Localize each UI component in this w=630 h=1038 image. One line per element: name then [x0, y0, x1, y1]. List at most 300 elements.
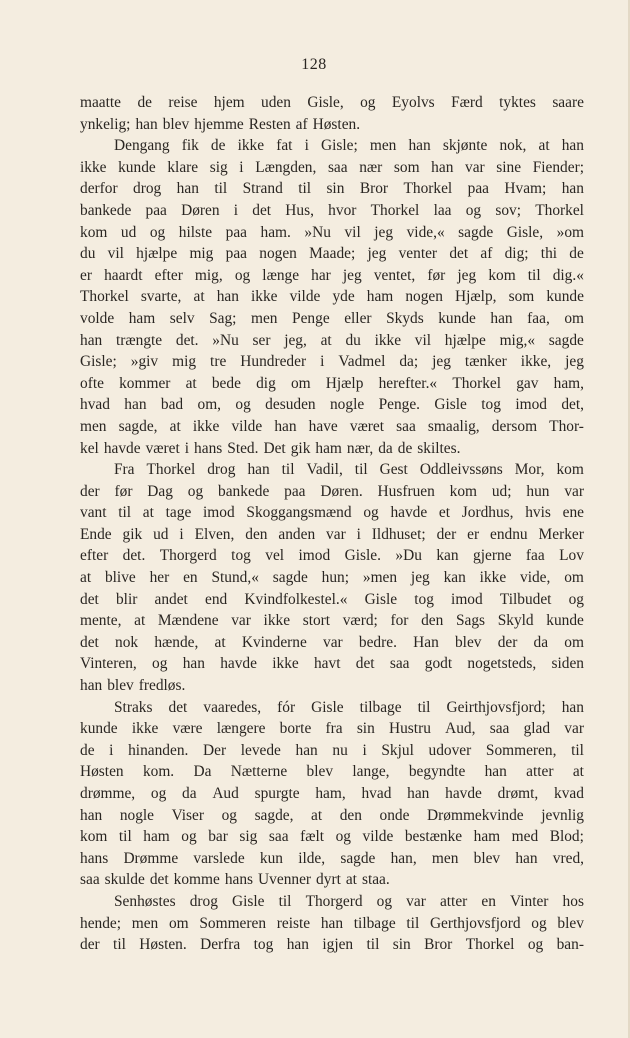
word: »men	[362, 569, 398, 587]
word: der	[80, 482, 100, 500]
word: desuden	[265, 396, 316, 414]
word: være	[172, 720, 203, 738]
word: ventet,	[373, 266, 416, 284]
word: hun;	[321, 569, 350, 587]
word: til	[354, 461, 368, 479]
word: ikke	[251, 288, 278, 306]
word: imod	[451, 590, 483, 608]
word: i	[184, 439, 190, 457]
word: og	[335, 828, 351, 846]
word: Lov	[559, 547, 584, 565]
word: drømme,	[80, 785, 136, 802]
word: paa	[284, 482, 306, 500]
word: er	[467, 525, 480, 543]
word: saa	[396, 417, 416, 435]
word: Fiender;	[532, 158, 584, 176]
word: begyndte	[408, 763, 466, 781]
word: ud;	[491, 482, 512, 500]
word: af	[480, 245, 493, 263]
word: og	[149, 223, 166, 241]
word: dig;	[504, 245, 529, 263]
word: var	[465, 158, 485, 176]
word: ikke,	[520, 353, 552, 371]
word: hende;	[80, 914, 122, 932]
word: Døren.	[320, 482, 363, 500]
text-line	[80, 567, 584, 589]
word: sagde	[340, 849, 376, 867]
word: længe	[262, 266, 300, 284]
word: kom	[80, 223, 108, 241]
word: jeg	[342, 266, 362, 284]
word: hinanden.	[128, 741, 189, 759]
word: som	[393, 158, 420, 176]
text-line	[80, 718, 584, 740]
word: sin	[356, 720, 375, 738]
word: de	[137, 94, 152, 111]
word: kel	[80, 439, 99, 457]
word: i	[109, 741, 114, 759]
word: da;	[399, 353, 419, 371]
word: han	[515, 849, 538, 867]
text-line	[80, 351, 584, 373]
word: Thorgerd	[159, 547, 217, 565]
word: om	[564, 633, 584, 651]
word: saa	[268, 828, 289, 846]
text-line	[80, 826, 584, 848]
word: til	[281, 461, 295, 479]
text-line	[80, 135, 584, 157]
word: Gest	[379, 461, 408, 479]
word: sin	[326, 180, 345, 198]
word: vel	[265, 547, 285, 565]
word: men	[131, 914, 159, 932]
word: til	[406, 914, 420, 932]
word: imod	[298, 547, 331, 565]
word: han	[561, 180, 584, 198]
word: venter	[398, 245, 438, 263]
word: da	[182, 785, 197, 802]
word: Oddleivssøns	[419, 461, 503, 479]
word: Gisle	[232, 892, 265, 910]
word: fredløs.	[138, 677, 186, 695]
word: Jordhus,	[461, 504, 514, 522]
text-line	[80, 891, 584, 913]
word: Gisle;	[80, 353, 117, 371]
word: Skyds	[386, 309, 424, 327]
word: Dengang	[114, 137, 170, 155]
word: sagde,	[118, 417, 158, 435]
word: jeg,	[284, 331, 307, 349]
word: Gisle	[434, 396, 467, 414]
text-line	[80, 286, 584, 308]
word: nok,	[499, 137, 527, 155]
word: endnu	[490, 525, 528, 543]
word: og	[527, 936, 544, 954]
text-line	[80, 481, 584, 503]
word: tog	[231, 547, 251, 565]
word: og	[234, 266, 251, 284]
word: de	[80, 741, 95, 759]
word: han	[431, 158, 454, 176]
word: tog	[253, 936, 274, 954]
word: havde	[390, 504, 428, 522]
word: vilde	[289, 288, 321, 306]
word: bede	[211, 374, 241, 392]
word: blev	[473, 849, 501, 867]
word: du	[345, 331, 361, 349]
word: til	[214, 180, 228, 198]
word: Skoggangsmænd	[246, 504, 352, 522]
word: bad	[160, 396, 184, 414]
word: ham,	[315, 785, 346, 802]
word: den	[339, 806, 362, 824]
word: eller	[344, 309, 372, 327]
word: Thorgerd	[305, 892, 363, 910]
word: vilde	[231, 417, 263, 435]
word: jevnlig	[541, 806, 584, 824]
word: da	[378, 439, 393, 457]
word: til	[118, 504, 132, 522]
word: Høsten.	[139, 936, 187, 954]
word: blev	[107, 677, 134, 695]
word: Hundreder	[240, 353, 307, 371]
word: hjem	[213, 94, 245, 111]
word: bedre.	[358, 633, 397, 651]
word: Skjul	[381, 741, 414, 759]
word: Hjælp,	[455, 288, 497, 306]
word: Kvinderne	[241, 633, 307, 651]
word: at	[134, 612, 146, 630]
word: ikke	[374, 331, 402, 349]
word: borte	[279, 720, 312, 738]
word: vil	[344, 223, 361, 241]
word: dig	[256, 374, 276, 392]
word: om,	[197, 396, 222, 414]
text-line	[80, 459, 584, 481]
word: atter	[526, 763, 554, 781]
word: fra	[325, 720, 343, 738]
word: og	[568, 590, 584, 608]
text-line	[80, 243, 584, 265]
text-line	[80, 675, 584, 697]
word: ban-	[556, 936, 584, 954]
word: onde	[379, 806, 410, 824]
word: da	[533, 633, 549, 651]
word: ikke	[272, 655, 299, 673]
word: var	[406, 892, 426, 910]
text-line	[80, 653, 584, 675]
word: nok	[115, 633, 139, 651]
word: været	[349, 417, 385, 435]
word: Thorkel	[370, 201, 420, 219]
word: og	[221, 806, 237, 824]
word: saa	[489, 720, 510, 738]
text-line	[80, 913, 584, 935]
word: ser	[252, 331, 271, 349]
word: anden	[278, 525, 316, 543]
word: Vadmel	[338, 353, 386, 371]
word: til	[118, 828, 132, 846]
word: nær	[359, 158, 383, 176]
text-line	[80, 308, 584, 330]
word: ham	[128, 309, 156, 327]
word: hvor	[328, 201, 357, 219]
word: ofte	[80, 374, 104, 392]
word: ham.	[260, 223, 291, 241]
word: kunde	[546, 288, 584, 306]
word: ikke	[80, 158, 107, 176]
word: om	[564, 569, 584, 587]
word: gik	[122, 525, 143, 543]
word: vide,	[520, 569, 551, 587]
text-line	[80, 222, 584, 244]
word: igjen	[322, 936, 354, 954]
word: Straks	[114, 698, 153, 716]
text-line	[80, 373, 584, 395]
word: til	[278, 892, 292, 910]
word: og	[152, 655, 168, 673]
word: bar	[208, 828, 228, 846]
word: Bror	[359, 180, 389, 198]
word: fik	[181, 137, 199, 155]
word: var	[564, 720, 584, 738]
word: kan	[436, 547, 459, 565]
word: vide,«	[406, 223, 445, 241]
word: nu	[332, 741, 348, 759]
word: tænker	[464, 353, 507, 371]
text-line	[80, 200, 584, 222]
word: Sommeren,	[485, 741, 557, 759]
word: Længden,	[255, 158, 317, 176]
word: gav	[516, 374, 539, 392]
word: Husfruen	[377, 482, 435, 500]
word: havde	[103, 439, 141, 457]
word: Vadil,	[306, 461, 343, 479]
word: yde	[332, 288, 355, 306]
text-line	[80, 740, 584, 762]
word: bankede	[218, 482, 270, 500]
word: uden	[261, 94, 291, 111]
word: hvis	[525, 504, 551, 522]
word: nogle	[119, 806, 155, 824]
word: faa	[525, 547, 545, 565]
word: til	[417, 698, 431, 716]
word: sagde	[272, 569, 308, 587]
word: ikke	[263, 612, 291, 630]
word: og	[235, 396, 251, 414]
word: ikke	[192, 417, 220, 435]
word: varslede	[193, 849, 245, 867]
word: bankede	[80, 201, 132, 219]
word: om	[564, 309, 584, 327]
word: fór	[277, 698, 296, 716]
word: til	[366, 936, 380, 954]
word: mig	[189, 245, 214, 263]
word: ham	[473, 828, 501, 846]
word: kunde	[438, 309, 476, 327]
word: ham,	[553, 374, 584, 392]
word: Penge.	[378, 396, 421, 414]
word: Hvam;	[504, 180, 547, 198]
word: Uvenner	[258, 871, 312, 889]
word: hænde,	[154, 633, 199, 651]
word: saa	[389, 655, 410, 673]
word: vilde	[362, 828, 394, 846]
word: Drømmekvinde	[427, 806, 524, 824]
word: at	[169, 417, 181, 435]
word: sagde	[548, 331, 584, 349]
word: skiltes.	[417, 439, 461, 457]
word: som	[508, 288, 535, 306]
word: kan	[443, 569, 466, 587]
text-line	[80, 934, 584, 956]
word: hans	[80, 849, 109, 867]
text-line	[80, 783, 584, 805]
word: det	[252, 201, 272, 219]
word: kommer	[119, 374, 171, 392]
word: hos	[562, 892, 584, 910]
word: i	[304, 137, 309, 155]
word: faa,	[527, 309, 550, 327]
word: Han	[413, 633, 439, 651]
word: Resten	[248, 115, 291, 133]
word: hun	[526, 482, 550, 500]
word: han	[80, 806, 103, 824]
word: hjælpe	[444, 331, 486, 349]
word: svarte,	[140, 288, 182, 306]
word: klare	[167, 158, 199, 176]
word: det.	[175, 331, 199, 349]
word: vred,	[552, 849, 584, 867]
word: »Du	[395, 547, 422, 565]
word: tage	[165, 504, 192, 522]
text-line	[80, 114, 584, 136]
word: om	[290, 374, 311, 392]
word: dyrt	[316, 871, 341, 889]
word: skjønte	[442, 137, 488, 155]
word: trængte	[115, 331, 163, 349]
word: jeg	[410, 569, 430, 587]
word: Viser	[171, 806, 205, 824]
word: det	[449, 245, 469, 263]
word: fat	[276, 137, 293, 155]
text-line	[80, 805, 584, 827]
word: før	[114, 482, 133, 500]
word: mig	[172, 353, 197, 371]
word: hans	[194, 439, 223, 457]
word: Strand	[242, 180, 283, 198]
word: og	[360, 94, 376, 111]
word: det.	[122, 547, 146, 565]
word: Thorkel	[535, 201, 584, 219]
word: har	[311, 266, 331, 284]
word: han	[80, 331, 103, 349]
word: men	[369, 137, 397, 155]
word: skulde	[104, 871, 145, 889]
word: ud	[153, 525, 169, 543]
text-line	[80, 92, 584, 114]
word: drog	[189, 892, 218, 910]
word: vaaredes,	[203, 698, 262, 716]
text-line	[80, 502, 584, 524]
word: og	[150, 785, 167, 802]
word: hvad	[361, 785, 392, 802]
text-line	[80, 869, 584, 891]
word: Senhøstes	[114, 892, 176, 910]
word: han	[247, 461, 270, 479]
word: »giv	[130, 353, 159, 371]
word: Bror	[424, 936, 453, 954]
word: ham	[143, 828, 170, 846]
word: og	[376, 892, 393, 910]
word: Gisle	[364, 590, 398, 608]
word: de	[397, 439, 413, 457]
word: levede	[240, 741, 281, 759]
word: han	[490, 309, 513, 327]
word: men	[251, 309, 278, 327]
word: i	[233, 201, 239, 219]
word: han	[561, 137, 584, 155]
word: kom	[488, 266, 516, 284]
word: var	[564, 482, 584, 500]
word: nogle	[329, 396, 365, 414]
word: atter	[439, 892, 468, 910]
word: der	[497, 633, 518, 651]
word: havt	[313, 655, 341, 673]
word: nogen	[405, 288, 443, 306]
word: Gisle;	[320, 137, 358, 155]
word: jeg	[565, 353, 584, 371]
word: blir	[115, 590, 138, 608]
word: komme	[173, 871, 220, 889]
word: tre	[210, 353, 227, 371]
word: tog	[414, 590, 434, 608]
word: den	[245, 525, 268, 543]
word: Sommeren	[199, 914, 267, 932]
word: nogetsteds,	[467, 655, 537, 673]
word: Det	[263, 439, 286, 457]
text-line	[80, 545, 584, 567]
word: han	[286, 936, 309, 954]
word: en	[481, 892, 496, 910]
word: kom.	[142, 763, 175, 781]
text-line	[80, 416, 584, 438]
word: jeg	[367, 245, 387, 263]
word: jeg	[432, 353, 451, 371]
word: Mor,	[514, 461, 545, 479]
word: du	[80, 245, 96, 263]
word: men	[431, 849, 459, 867]
word: Gisle	[311, 698, 344, 716]
word: nær,	[346, 439, 374, 457]
word: han	[320, 914, 344, 932]
word: gik	[290, 439, 311, 457]
word: sagde,	[254, 806, 294, 824]
word: efter	[154, 266, 183, 284]
word: end	[205, 590, 228, 608]
word: han	[80, 677, 103, 695]
word: Thorkel	[146, 461, 196, 479]
word: mig,	[194, 266, 223, 284]
word: var	[323, 633, 343, 651]
word: Thorkel	[80, 288, 129, 306]
word: Høsten	[80, 763, 124, 781]
word: ham	[366, 288, 394, 306]
word: Aud,	[445, 720, 476, 738]
word: der	[436, 525, 457, 543]
word: drømt,	[497, 785, 539, 802]
word: ikke	[237, 137, 265, 155]
